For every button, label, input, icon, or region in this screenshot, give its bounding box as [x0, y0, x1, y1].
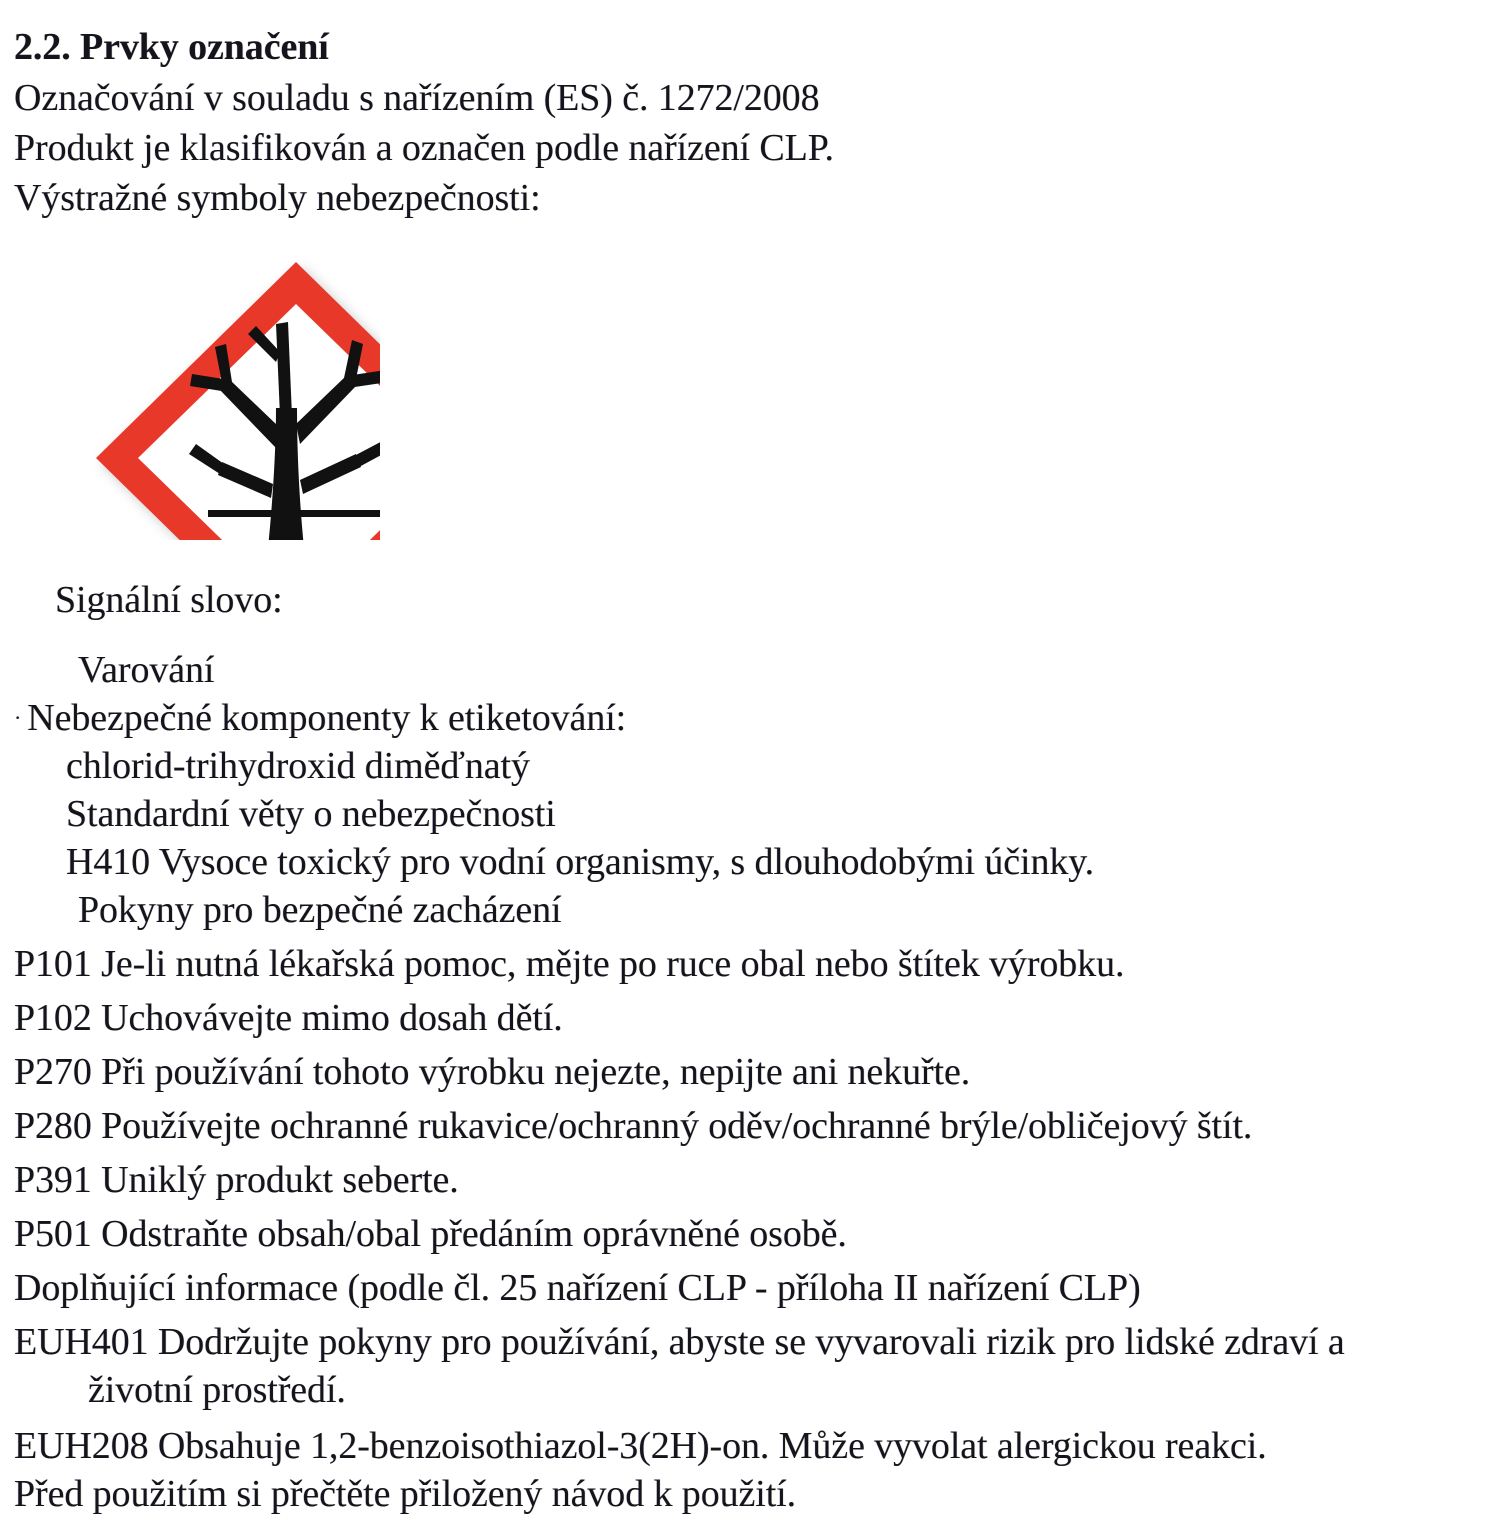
- precautionary-statement-p101: P101 Je-li nutná lékařská pomoc, mějte po ruce obal nebo štítek výrobku.: [14, 943, 1125, 986]
- precautionary-statement-p270: P270 Při používání tohoto výrobku nejezte, nepijte ani nekuřte.: [14, 1051, 971, 1094]
- labelling-text-block: [0, 576, 1500, 1518]
- classification-statement-line: Produkt je klasifikován a označen podle nařízení CLP.: [14, 127, 834, 169]
- precautionary-statement-p501: P501 Odstraňte obsah/obal předáním oprávněné osobě.: [14, 1213, 847, 1256]
- euh401-statement-line-2: životní prostředí.: [88, 1369, 346, 1412]
- ghs09-pictogram-inner: [80, 248, 380, 540]
- precautionary-statement-p391: P391 Uniklý produkt seberte.: [14, 1159, 459, 1202]
- precautionary-statement-p102: P102 Uchovávejte mimo dosah dětí.: [14, 997, 563, 1040]
- regulation-reference-line: Označování v souladu s nařízením (ES) č. 1272/2008: [14, 77, 820, 119]
- hazardous-component-value: chlorid-trihydroxid diměďnatý: [66, 745, 530, 788]
- precautionary-statement-p280: P280 Používejte ochranné rukavice/ochranný oděv/ochranné brýle/obličejový štít.: [14, 1105, 1253, 1148]
- hazard-pictograms-label: Výstražné symboly nebezpečnosti:: [14, 177, 541, 219]
- waterline: [208, 510, 380, 517]
- page-title: 2.2. Prvky označení: [14, 26, 329, 68]
- euh208-statement: EUH208 Obsahuje 1,2-benzoisothiazol-3(2H)-on. Může vyvolat alergickou reakci.: [14, 1425, 1267, 1468]
- signal-word-label: Signální slovo:: [55, 579, 283, 621]
- signal-word-value: Varování: [78, 649, 215, 691]
- hazardous-components-row: [0, 694, 1500, 742]
- hazardous-components-label: Nebezpečné komponenty k etiketování:: [27, 697, 627, 739]
- header-block: [14, 22, 1474, 224]
- euh401-statement-line-1: EUH401 Dodržujte pokyny pro používání, abyste se vyvarovali rizik pro lidské zdraví a: [14, 1321, 1345, 1364]
- hazard-statements-label: Standardní věty o nebezpečnosti: [66, 793, 556, 836]
- closing-instruction: Před použitím si přečtěte přiložený návod k použití.: [14, 1473, 797, 1516]
- hazard-statement-h410: H410 Vysoce toxický pro vodní organismy, s dlouhodobými účinky.: [66, 841, 1095, 884]
- bullet-icon: ·: [14, 705, 22, 731]
- additional-information-label: Doplňující informace (podle čl. 25 nařízení CLP - příloha II nařízení CLP): [14, 1267, 1141, 1310]
- environment-hazard-icon: [80, 248, 380, 540]
- ghs09-pictogram: [80, 248, 380, 540]
- precautionary-statements-label: Pokyny pro bezpečné zacházení: [78, 889, 562, 932]
